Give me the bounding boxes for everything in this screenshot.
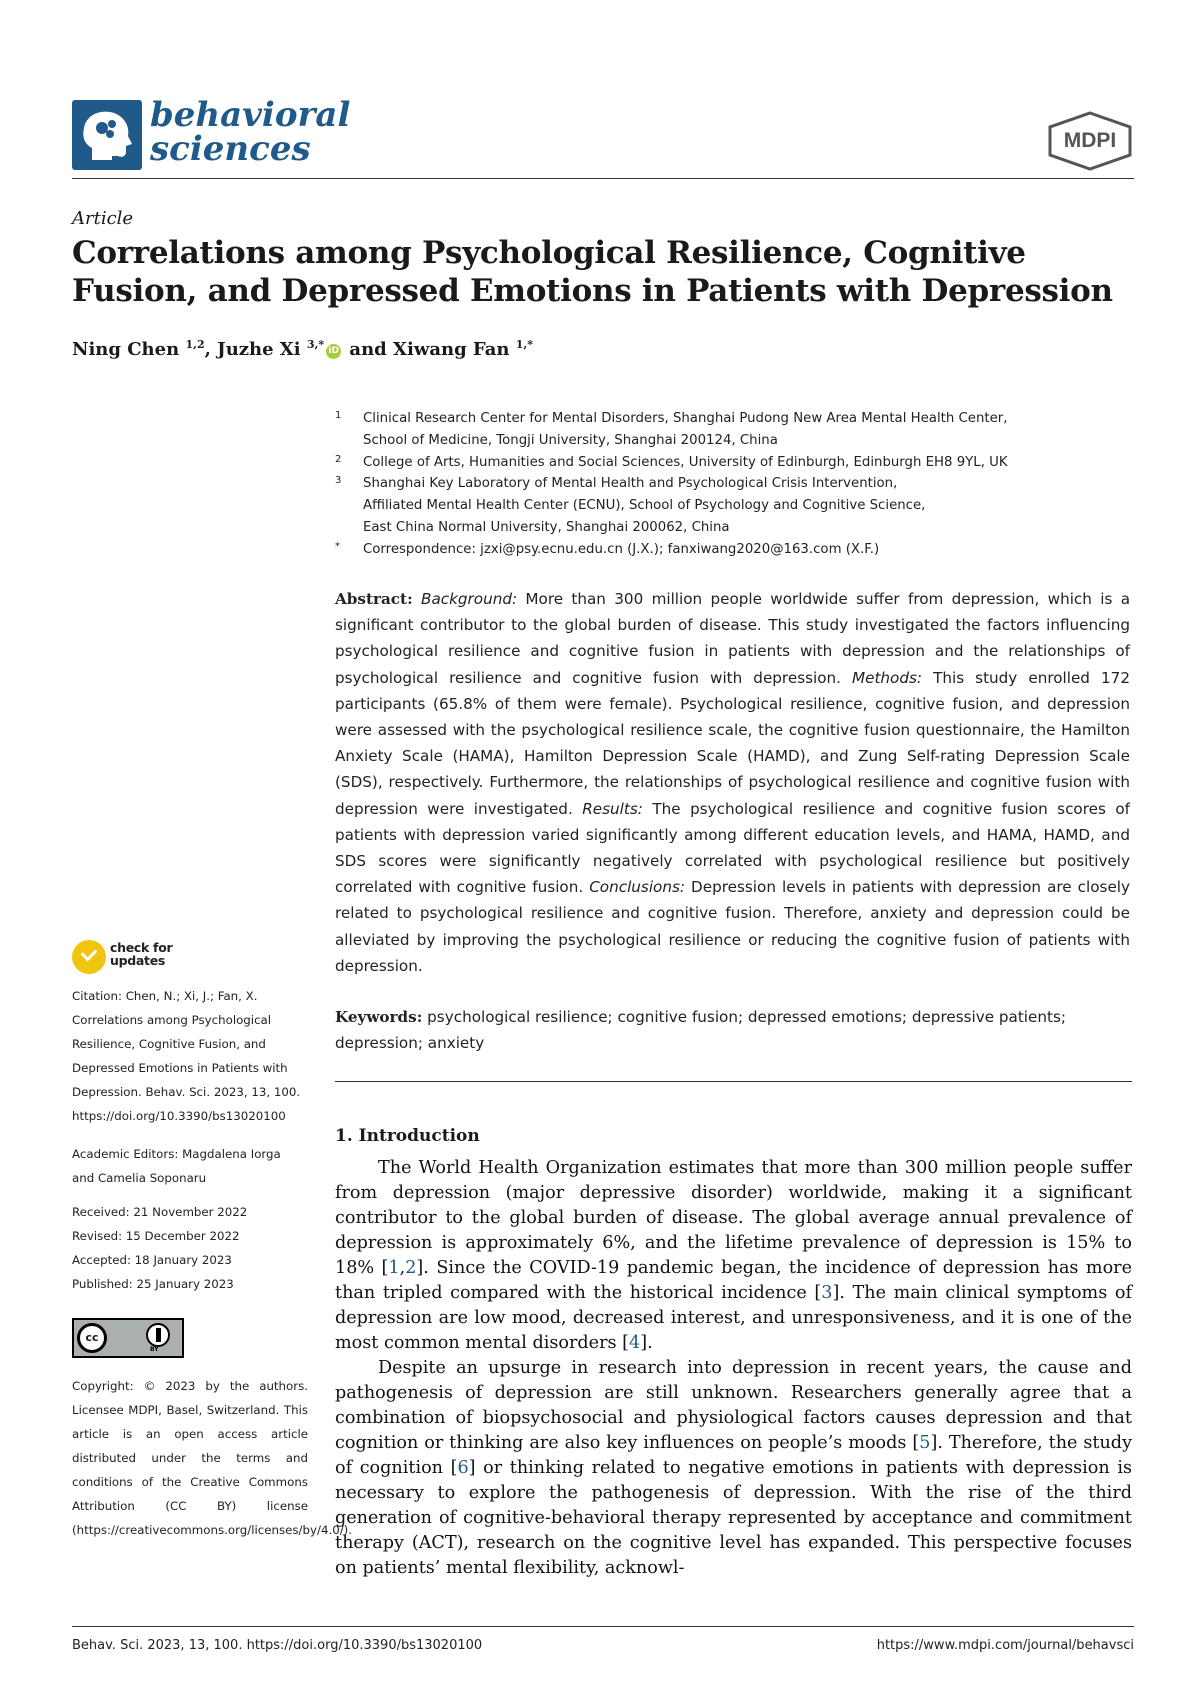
author-name[interactable]: Ning Chen: [72, 339, 180, 360]
author-affiliation-marker: 1,2: [185, 338, 205, 351]
citation-line: Depressed Emotions in Patients with: [72, 1061, 288, 1075]
keywords-label: Keywords:: [335, 1008, 423, 1026]
check-for-updates-button[interactable]: [72, 940, 192, 978]
citation-line: Citation: Chen, N.; Xi, J.; Fan, X.: [72, 989, 258, 1003]
article-title: Correlations among Psychological Resilience, Cognitive Fusion, and Depressed Emotions in Patients with Depression: [72, 235, 1113, 309]
journal-name: [150, 95, 410, 169]
check-updates-line: updates: [110, 953, 166, 968]
mdpi-logo: [1045, 110, 1135, 172]
abstract-methods-label: Methods:: [852, 668, 923, 687]
abstract: [335, 586, 1130, 979]
paragraph-text: ] or thinking related to negative emotions in patients with depression is necessary to explore the pathogenesis of depression. With the rise of the third generation of cognitive-behavioral therapy represented by acceptance and commitment therapy (ACT), research on the cognitive level has expanded. This perspective focuses on patients’ mental flexibility, acknowl-: [335, 1458, 1132, 1578]
author-name[interactable]: Juzhe Xi: [217, 339, 301, 360]
section-heading: 1. Introduction: [335, 1126, 480, 1146]
editors-line: Academic Editors: Magdalena Iorga: [72, 1147, 281, 1161]
abstract-methods: This study enrolled 172 participants (65.8% of them were female). Psychological resilience, cognitive fusion, and depression were assessed with the psychological resilience scale, the cognitive fusion questionnaire, the Hamilton Anxiety Scale (HAMA), Hamilton Depression Scale (HAMD), and Zung Self-rating Depression Scale (SDS), respectively. Furthermore, the relationships of psychological resilience and cognitive fusion with depression were investigated.: [335, 668, 1130, 818]
author-affiliation-marker: 1,*: [515, 338, 534, 351]
journal-name-line2: sciences: [150, 129, 311, 169]
citation-doi-link[interactable]: https://doi.org/10.3390/bs13020100: [72, 1109, 286, 1123]
citation-reference-link[interactable]: 3: [821, 1283, 833, 1303]
affiliation-item: [335, 473, 1135, 538]
date-accepted: Accepted: 18 January 2023: [72, 1253, 232, 1267]
citation-line: Resilience, Cognitive Fusion, and: [72, 1037, 266, 1051]
affiliation-line: Clinical Research Center for Mental Disorders, Shanghai Pudong New Area Mental Health Center,: [363, 411, 1008, 426]
by-label: BY: [150, 1346, 159, 1353]
citation-line: Correlations among Psychological: [72, 1013, 272, 1027]
paragraph-text: ]. Since the COVID-19 pandemic began, the incidence of depression has more than tripled compared with the historical incidence [: [335, 1258, 1133, 1303]
correspondence-emails[interactable]: Correspondence: jzxi@psy.ecnu.edu.cn (J.X.); fanxiwang2020@163.com (X.F.): [363, 541, 880, 557]
attribution-person-icon: [146, 1323, 170, 1347]
keywords: [335, 1004, 1130, 1056]
header-divider: [72, 178, 1134, 179]
affiliation-number: 1: [335, 410, 342, 421]
academic-editors: [72, 1142, 308, 1190]
citation-reference-link[interactable]: 5: [919, 1433, 931, 1453]
date-published: Published: 25 January 2023: [72, 1277, 234, 1291]
head-silhouette-icon: [72, 100, 142, 170]
check-updates-line: check for: [110, 940, 173, 955]
abstract-conclusions: Depression levels in patients with depression are closely related to psychological resilience and cognitive fusion. Therefore, anxiety and depression could be alleviated by improving the psychological resilience or reducing the cognitive fusion of patients with depression.: [335, 878, 1130, 975]
abstract-divider: [335, 1081, 1132, 1082]
affiliation-line: College of Arts, Humanities and Social Sciences, University of Edinburgh, Edinburgh EH8 9YL, UK: [363, 454, 1008, 470]
copyright-notice: Copyright: © 2023 by the authors. Licensee MDPI, Basel, Switzerland. This article is an open access article distributed under the terms and conditions of the Creative Commons Attribution (CC BY) license (https://creativecommons.org/licenses/by/4.0/).: [72, 1379, 353, 1537]
paragraph-text: ]. Therefore, the study of cognition [: [335, 1433, 1133, 1478]
date-received: Received: 21 November 2022: [72, 1205, 248, 1219]
abstract-results: The psychological resilience and cognitive fusion scores of patients with depression varied significantly among different education levels, and HAMA, HAMD, and SDS scores were significantly negatively correlated with psychological resilience but positively correlated with cognitive fusion.: [335, 799, 1130, 897]
journal-name-line1: behavioral: [150, 95, 351, 135]
cc-by-license-badge[interactable]: [72, 1318, 184, 1358]
article-type: Article: [72, 208, 134, 229]
correspondence: [335, 539, 1135, 561]
citation-reference-link[interactable]: 4: [629, 1333, 641, 1353]
creative-commons-icon: cc: [77, 1323, 107, 1353]
affiliation-line: East China Normal University, Shanghai 200062, China: [363, 519, 730, 535]
paragraph-text: Despite an upsurge in research into depression in recent years, the cause and pathogenesis of depression are still unknown. Researchers generally agree that a combination of biopsychosocial and physiological factors causes depression and that cognition or thinking are also key influences on people’s moods [: [335, 1358, 1132, 1453]
introduction-body: [335, 1156, 1132, 1581]
affiliation-line: School of Medicine, Tongji University, Shanghai 200124, China: [363, 432, 778, 448]
abstract-results-label: Results:: [582, 799, 643, 818]
abstract-background-label: Background:: [421, 590, 518, 608]
footer-citation[interactable]: Behav. Sci. 2023, 13, 100. https://doi.org/10.3390/bs13020100: [72, 1638, 483, 1653]
affiliation-number: 2: [335, 453, 342, 465]
journal-logo-icon: [72, 100, 142, 170]
paragraph: [335, 1356, 1132, 1581]
citation: [72, 984, 308, 1128]
paragraph-text: ,: [399, 1258, 406, 1278]
affiliation-line: Shanghai Key Laboratory of Mental Health and Psychological Crisis Intervention,: [363, 476, 898, 492]
citation-reference-link[interactable]: 2: [405, 1258, 417, 1278]
checkmark-icon: [72, 940, 106, 974]
affiliation-line: Affiliated Mental Health Center (ECNU), School of Psychology and Cognitive Science,: [363, 498, 926, 514]
abstract-background: More than 300 million people worldwide suffer from depression, which is a significant contributor to the global burden of disease. This study investigated the factors influencing psychological resilience and cognitive fusion in patients with depression and the relationships of psychological resilience and cognitive fusion with depression.: [335, 590, 1131, 687]
keywords-text: psychological resilience; cognitive fusion; depressed emotions; depressive patients; depression; anxiety: [335, 1008, 1066, 1052]
abstract-label: Abstract:: [335, 590, 413, 608]
citation-reference-link[interactable]: 6: [457, 1458, 469, 1478]
publication-dates: [72, 1200, 308, 1296]
paragraph: [335, 1156, 1132, 1356]
abstract-conclusions-label: Conclusions:: [589, 878, 686, 897]
paragraph-text: ].: [640, 1333, 653, 1353]
date-revised: Revised: 15 December 2022: [72, 1229, 240, 1243]
orcid-icon[interactable]: iD: [326, 344, 341, 359]
author-affiliation-marker: 3,*: [306, 338, 325, 351]
affiliation-item: [335, 452, 1135, 474]
footer-divider: [72, 1626, 1134, 1627]
author-name[interactable]: and Xiwang Fan: [349, 339, 510, 360]
paragraph-text: The World Health Organization estimates that more than 300 million people suffer from depression (major depressive disorder) worldwide, making it a significant contributor to the global burden of disease. The global average annual prevalence of depression is approximately 6%, and the lifetime prevalence of depression is 15% to 18% [: [335, 1158, 1132, 1278]
publisher-logo-text: MDPI: [1063, 129, 1117, 152]
author-separator: ,: [204, 339, 211, 360]
affiliation-item: [335, 408, 1135, 452]
check-updates-label: [110, 941, 172, 967]
affiliations: [335, 408, 1135, 561]
mdpi-logo-icon: [1045, 110, 1135, 172]
footer-journal-url[interactable]: https://www.mdpi.com/journal/behavsci: [876, 1638, 1134, 1653]
citation-line: Depression. Behav. Sci. 2023, 13, 100.: [72, 1085, 301, 1099]
editors-line: and Camelia Soponaru: [72, 1171, 207, 1185]
affiliation-number: 3: [335, 475, 342, 487]
paragraph-text: ]. The main clinical symptoms of depression are low mood, decreased interest, and unresponsiveness, and it is one of the most common mental disorders [: [335, 1283, 1132, 1353]
author-list: [72, 338, 872, 360]
citation-reference-link[interactable]: 1: [388, 1258, 400, 1278]
correspondence-marker: *: [335, 540, 340, 552]
